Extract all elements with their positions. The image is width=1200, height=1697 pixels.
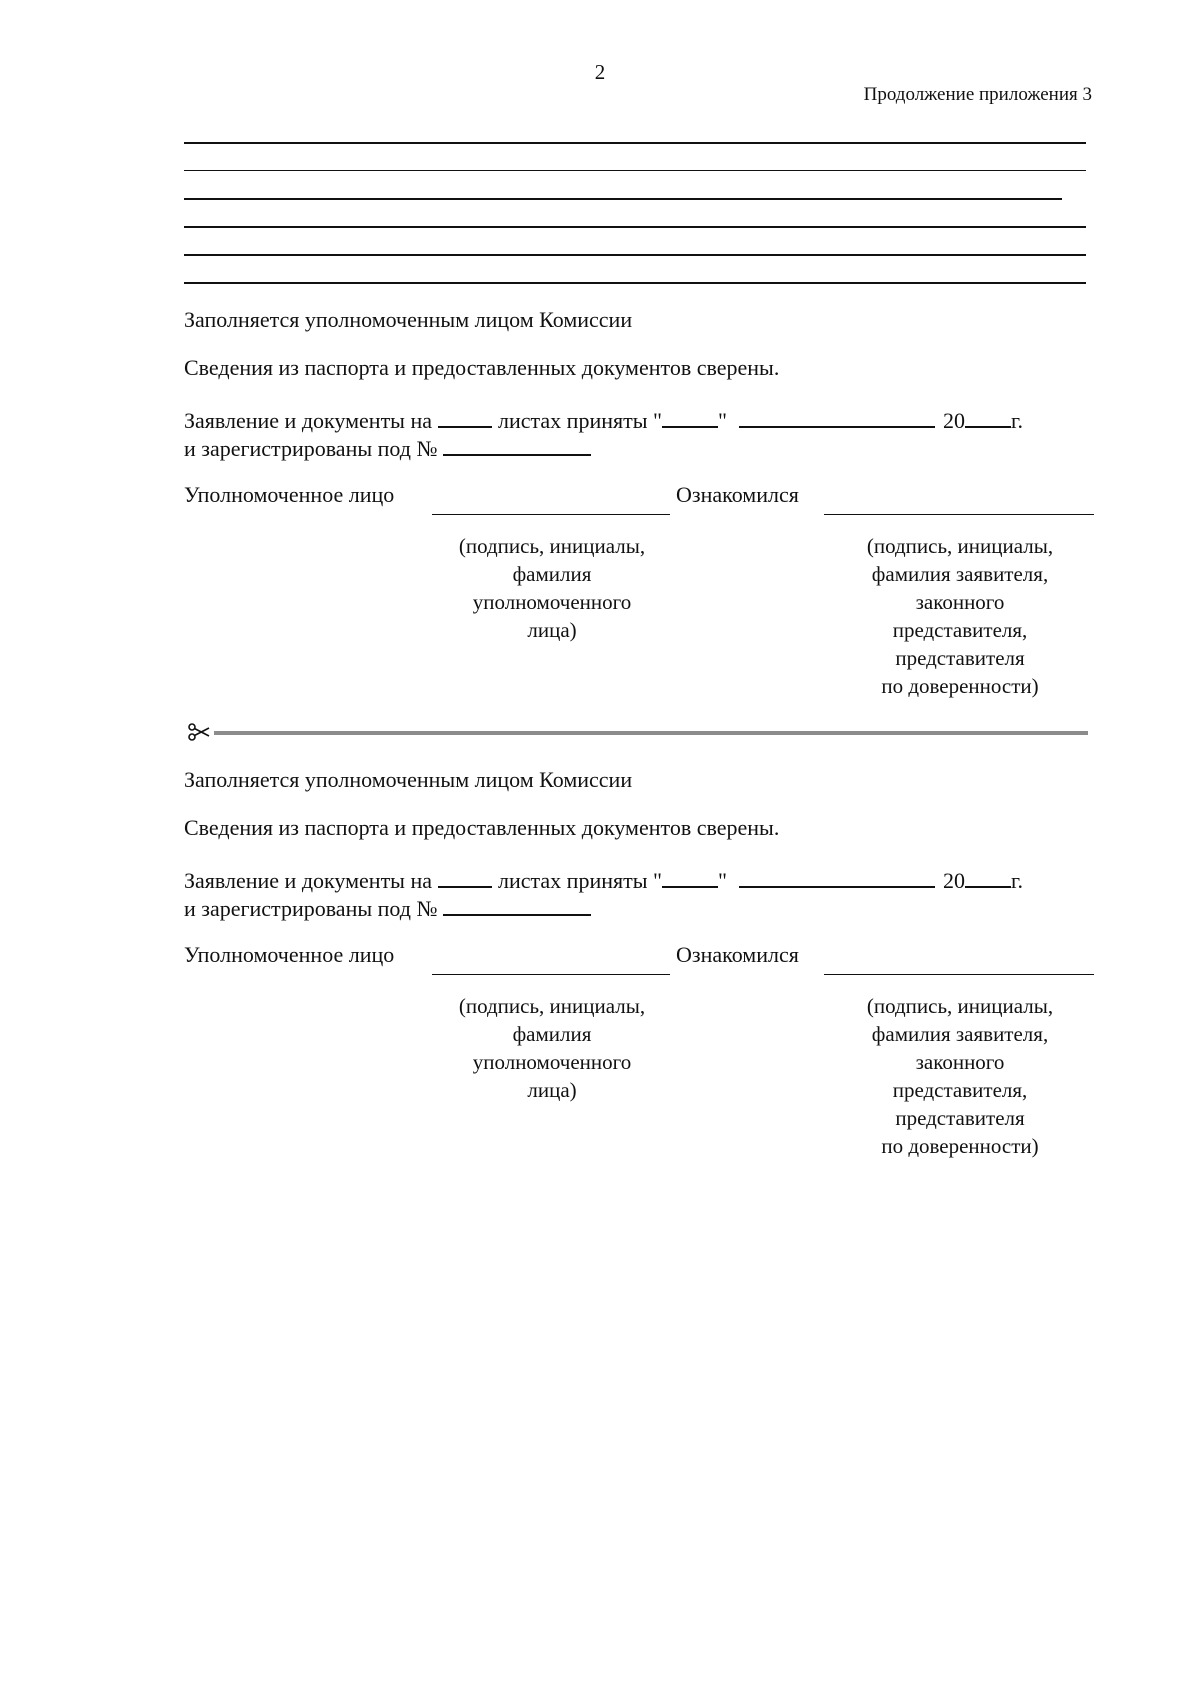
sheets-count-field[interactable]	[438, 864, 492, 888]
caption-line: фамилия	[512, 562, 592, 586]
registration-text: и зарегистрированы под №	[184, 436, 438, 461]
verified-statement: Сведения из паспорта и предоставленных документов сверены.	[184, 355, 780, 380]
caption-line: законного	[915, 1050, 1005, 1074]
registration-number-field[interactable]	[443, 892, 591, 916]
blank-line	[184, 142, 1086, 144]
applicant-signature-line[interactable]	[824, 514, 1094, 515]
authorized-person-label: Уполномоченное лицо	[184, 482, 395, 507]
day-field[interactable]	[662, 864, 718, 888]
caption-line: лица)	[527, 618, 577, 642]
year-field[interactable]	[965, 404, 1011, 428]
acceptance-text-c: "	[718, 868, 727, 893]
caption-line: представителя,	[892, 1078, 1028, 1102]
caption-line: (подпись, инициалы,	[866, 994, 1054, 1018]
registration-line	[184, 892, 591, 922]
caption-line: представителя	[895, 1106, 1025, 1130]
year-suffix: г.	[1010, 868, 1024, 893]
sheets-count-field[interactable]	[438, 404, 492, 428]
year-suffix: г.	[1010, 408, 1024, 433]
authorized-signature-line[interactable]	[432, 514, 670, 515]
caption-line: (подпись, инициалы,	[866, 534, 1054, 558]
acceptance-text-b: листах приняты "	[498, 868, 662, 893]
blank-line	[184, 226, 1086, 228]
acquainted-label: Ознакомился	[676, 942, 799, 967]
caption-line: по доверенности)	[881, 1134, 1039, 1158]
section-heading: Заполняется уполномоченным лицом Комиссии	[184, 767, 633, 792]
applicant-signature-line[interactable]	[824, 974, 1094, 975]
scissors-icon	[188, 723, 210, 741]
blank-line	[184, 282, 1086, 284]
day-field[interactable]	[662, 404, 718, 428]
page-number: 2	[594, 60, 606, 84]
authorized-signature-line[interactable]	[432, 974, 670, 975]
acceptance-line	[184, 404, 1023, 434]
month-field[interactable]	[739, 404, 935, 428]
acquainted-label: Ознакомился	[676, 482, 799, 507]
applicant-signature-caption	[810, 992, 1110, 1160]
caption-line: фамилия заявителя,	[871, 562, 1049, 586]
year-prefix: 20	[942, 408, 965, 433]
month-field[interactable]	[739, 864, 935, 888]
authorized-signature-caption	[418, 992, 686, 1104]
acceptance-text-a: Заявление и документы на	[184, 408, 433, 433]
year-prefix: 20	[942, 868, 965, 893]
section-heading: Заполняется уполномоченным лицом Комиссии	[184, 307, 633, 332]
acceptance-text-b: листах приняты "	[498, 408, 662, 433]
caption-line: (подпись, инициалы,	[458, 534, 646, 558]
registration-number-field[interactable]	[443, 432, 591, 456]
authorized-signature-caption	[418, 532, 686, 644]
caption-line: (подпись, инициалы,	[458, 994, 646, 1018]
registration-line	[184, 432, 591, 462]
acceptance-text-a: Заявление и документы на	[184, 868, 433, 893]
authorized-person-label: Уполномоченное лицо	[184, 942, 395, 967]
blank-line	[184, 254, 1086, 256]
appendix-header: Продолжение приложения 3	[863, 84, 1092, 105]
caption-line: представителя	[895, 646, 1025, 670]
registration-text: и зарегистрированы под №	[184, 896, 438, 921]
acceptance-line	[184, 864, 1023, 894]
caption-line: законного	[915, 590, 1005, 614]
verified-statement: Сведения из паспорта и предоставленных документов сверены.	[184, 815, 780, 840]
year-field[interactable]	[965, 864, 1011, 888]
caption-line: по доверенности)	[881, 674, 1039, 698]
blank-line	[184, 170, 1086, 171]
cut-line	[214, 731, 1088, 735]
applicant-signature-caption	[810, 532, 1110, 700]
caption-line: уполномоченного	[472, 590, 632, 614]
caption-line: фамилия	[512, 1022, 592, 1046]
caption-line: лица)	[527, 1078, 577, 1102]
caption-line: уполномоченного	[472, 1050, 632, 1074]
acceptance-text-c: "	[718, 408, 727, 433]
caption-line: представителя,	[892, 618, 1028, 642]
blank-line	[184, 198, 1062, 200]
caption-line: фамилия заявителя,	[871, 1022, 1049, 1046]
